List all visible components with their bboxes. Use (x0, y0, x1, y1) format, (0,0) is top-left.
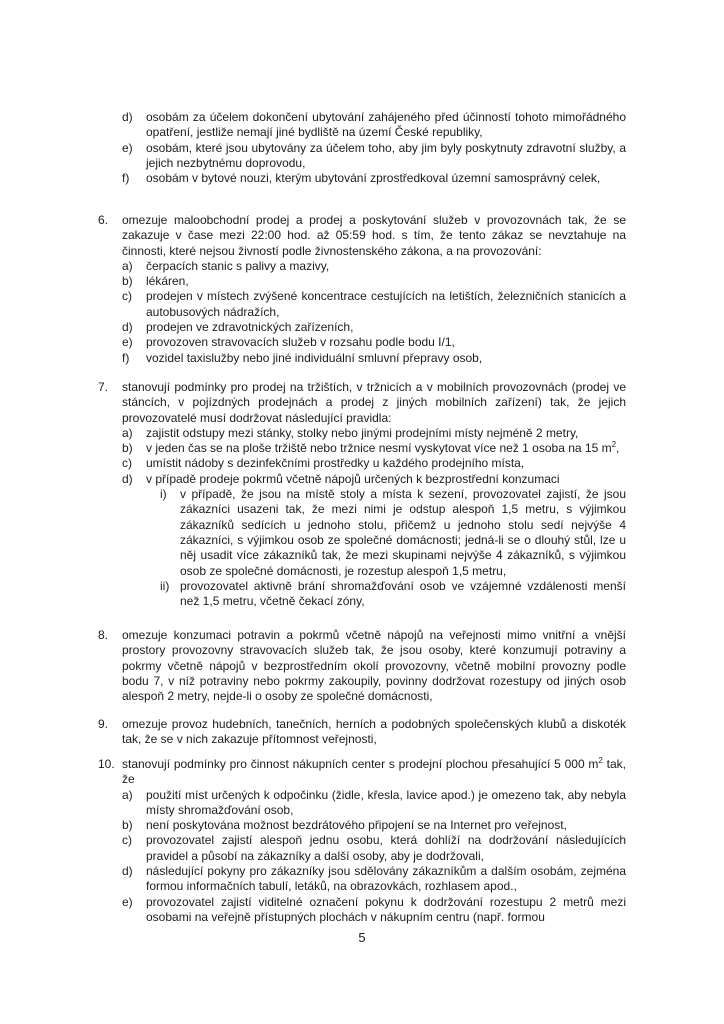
item-text-tail: , (616, 441, 620, 456)
section-7-items (122, 426, 626, 610)
section-6 (98, 213, 626, 366)
item-text: provozovatel zajistí viditelné označení pokynu k dodržování rozestupu 2 metrů mezi osobami na veřejně přístupných plochách v nákupním centru (např. formou (146, 894, 626, 924)
list-item (122, 171, 626, 186)
item-text: v jeden čas se na ploše tržiště nebo tržnice nesmí vyskytovat více než 1 osoba na 15 m (146, 441, 612, 456)
section-number: 8. (98, 628, 109, 642)
sub-item (146, 579, 626, 610)
section-9 (98, 717, 626, 748)
superscript: 2 (598, 756, 603, 765)
section-10-items (122, 788, 626, 926)
item-text: osobám za účelem dokončení ubytování zahájeného před účinností tohoto mimořádného opatření, jestliže nemají jiné bydliště na území České republiky, (146, 110, 626, 140)
section-number: 7. (98, 380, 109, 394)
list-item (122, 818, 626, 833)
section-8 (98, 628, 626, 704)
section-10 (98, 757, 626, 925)
list-item (122, 864, 626, 895)
item-text: vozidel taxislužby nebo jiné individuální smluvní přepravy osob, (146, 350, 483, 365)
superscript: 2 (611, 440, 617, 450)
item-marker: d) (122, 864, 133, 879)
intro-text: stanovují podmínky pro činnost nákupních center s prodejní plochou přesahující 5 000 m (122, 757, 599, 771)
list-item (122, 426, 626, 441)
item-text: následující pokyny pro zákazníky jsou sdělovány zákazníkům a dalším osobám, zejména formou informačních tabulí, letáků, na obrazovkách, rozhlasem apod., (146, 864, 626, 894)
item-marker: e) (122, 335, 133, 350)
list-item (122, 289, 626, 320)
list-item (122, 335, 626, 350)
item-text: není poskytována možnost bezdrátového připojení se na Internet pro veřejnost, (146, 818, 567, 833)
list-item (122, 788, 626, 819)
item-marker: d) (122, 110, 133, 124)
list-item (122, 833, 626, 864)
section-intro: omezuje maloobchodní prodej a prodej a poskytování služeb v provozovnách tak, že se zakazuje v čase mezi 22:00 hod. až 05:59 hod. s tím, že tento zákaz se nevztahuje na činnosti, které nejsou živností podle živnostenského zákona, a na provozování: (122, 213, 626, 258)
item-marker: f) (122, 171, 130, 186)
item-marker: c) (122, 456, 132, 471)
item-marker: e) (122, 894, 133, 909)
item-marker: b) (122, 274, 133, 289)
sub-item (146, 487, 626, 579)
item-marker: a) (122, 425, 133, 440)
item-text: prodejen ve zdravotnických zařízeních, (146, 320, 354, 335)
item-marker: b) (122, 441, 133, 456)
list-item (122, 141, 626, 172)
item-marker: d) (122, 471, 133, 486)
item-text: prodejen v místech zvýšené koncentrace cestujících na letištích, železničních stanicích a autobusových nádražích, (146, 289, 626, 319)
list-item (122, 259, 626, 274)
intro-text-tail: tak, že (122, 757, 626, 787)
section-intro (122, 757, 626, 788)
item-text: umístit nádoby s dezinfekčními prostředky u každého prodejního místa, (146, 456, 525, 471)
item-text: osobám, které jsou ubytovány za účelem toho, aby jim byly poskytnuty zdravotní služby, a jejich nezbytnému doprovodu, (146, 140, 626, 170)
item-text: v případě prodeje pokrmů včetně nápojů určených k bezprostřední konzumaci (146, 471, 560, 486)
list-item (122, 320, 626, 335)
item-text: čerpacích stanic s palivy a mazivy, (146, 258, 330, 273)
item-text: provozovatel zajistí alespoň jednu osobu, která dohlíží na dodržování následujících pravidel a působí na zákazníky a další osoby, aby je dodržovali, (146, 833, 626, 863)
item-text: provozoven stravovacích služeb v rozsahu podle bodu I/1, (146, 335, 455, 350)
item-text: osobám v bytové nouzi, kterým ubytování zprostředkoval územní samosprávný celek, (146, 171, 601, 186)
sub-item-marker: i) (160, 487, 167, 502)
item-marker: a) (122, 258, 133, 273)
item-marker: a) (122, 787, 133, 802)
item-marker: b) (122, 818, 133, 833)
item-marker: c) (122, 833, 132, 848)
item-text: lékáren, (146, 274, 189, 289)
section-text: omezuje provoz hudebních, tanečních, herních a podobných společenských klubů a diskoték tak, že se v nich zakazuje přítomnost veřejnosti, (122, 717, 626, 747)
item-marker: d) (122, 320, 133, 335)
list-item (122, 351, 626, 366)
list-item (122, 472, 626, 610)
item-marker: e) (122, 140, 133, 155)
section-number: 10. (98, 757, 115, 771)
sub-item-text: provozovatel aktivně brání shromažďování osob ve vzájemné vzdálenosti menší než 1,5 metru, včetně čekací zóny, (180, 578, 626, 609)
section-text: omezuje konzumaci potravin a pokrmů včetně nápojů na veřejnosti mimo vnitřní a vnější prostory provozovny stravovacích služeb tak, že jsou osoby, které konzumují potraviny a pokrmy včetně nápojů v bezprostředním okolí provozovny, včetně mobilní provozny podle bodu 7, v níž potraviny nebo pokrmy zakoupily, povinny dodržovat rozestupy od jiných osob alespoň 2 metry, nejde-li o osoby ze společné domácnosti, (122, 628, 626, 704)
item-text: použití míst určených k odpočinku (židle, křesla, lavice apod.) je omezeno tak, aby nebyla místy shromažďování osob, (146, 787, 626, 817)
page-number: 5 (358, 930, 366, 945)
sub-item-marker: ii) (160, 578, 170, 593)
list-item (122, 110, 626, 141)
item-marker: f) (122, 350, 130, 365)
section-intro: stanovují podmínky pro prodej na tržištích, v tržnicích a v mobilních provozovnách (prodej ve stáncích, v pojízdných prodejnách a prodej z jiných mobilních zařízení) tak, že jejich provozovatelé musí dodržovat následující pravidla: (122, 380, 626, 425)
section-number: 9. (98, 717, 109, 731)
list-item (122, 441, 626, 456)
section-7 (98, 380, 626, 609)
item-marker: c) (122, 289, 132, 304)
sub-item-text: v případě, že jsou na místě stoly a místa k sezení, provozovatel zajistí, že jsou zákazníci usazeni tak, že mezi nimi je odstup alespoň 1,5 metru, s výjimkou zákazníků sedících u jednoho stolu, přičemž u jednoho stolu sedí nejvýše 4 zákazníci, s výjimkou osob ze společné domácnosti; jedná-li se o dlouhý stůl, lze u něj usadit více zákazníků tak, že mezi skupinami nejvýše 4 zákazníků, s výjimkou osob ze společné domácnosti, je rozestup alespoň 1,5 metru, (180, 487, 626, 578)
list-item (122, 895, 626, 926)
top-item-list (122, 110, 626, 186)
list-item (122, 456, 626, 471)
item-text: zajistit odstupy mezi stánky, stolky nebo jinými prodejními místy nejméně 2 metry, (146, 425, 579, 440)
list-item (122, 274, 626, 289)
section-6-items (122, 259, 626, 366)
section-number: 6. (98, 213, 109, 227)
